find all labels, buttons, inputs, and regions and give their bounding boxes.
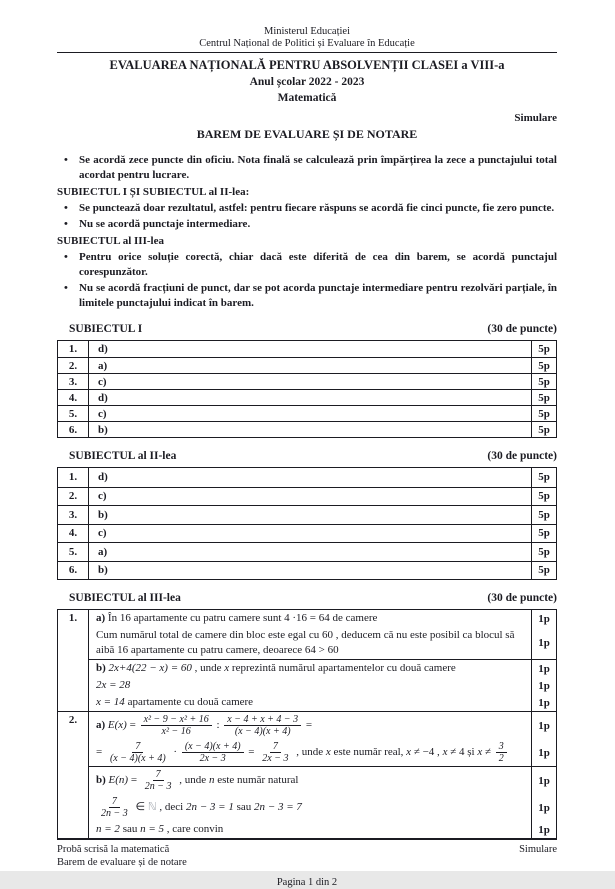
row-number: 1. bbox=[58, 610, 89, 711]
solution-line-text bbox=[96, 740, 525, 765]
text-segment: În 16 apartamente cu patru camere sunt 4 ·16 = 64 de camere bbox=[105, 612, 378, 624]
solution-main bbox=[89, 610, 556, 711]
subject2-heading bbox=[57, 449, 557, 463]
instruction-bullet bbox=[57, 201, 557, 216]
fraction-denominator: 2x − 3 bbox=[199, 753, 226, 764]
math-segment: n bbox=[208, 774, 215, 787]
math-segment: 2x+4(22 − x) = 60 bbox=[108, 662, 192, 674]
points-cell: 1p bbox=[531, 660, 556, 677]
answer-letter: b) bbox=[98, 564, 108, 577]
solution-line-text bbox=[96, 611, 525, 626]
solution-group bbox=[89, 677, 556, 694]
math-segment: E(n) bbox=[108, 774, 129, 787]
row-number: 6. bbox=[58, 422, 89, 437]
row-points: 5p bbox=[531, 525, 556, 543]
answer-letter: c) bbox=[98, 375, 107, 388]
text-segment: = bbox=[128, 774, 140, 787]
bullet-icon: • bbox=[64, 202, 68, 214]
answer-row bbox=[58, 373, 556, 389]
points-cell: 1p bbox=[531, 712, 556, 739]
solution-line bbox=[89, 694, 531, 711]
solution-group bbox=[89, 627, 556, 659]
instructions-block bbox=[57, 152, 557, 311]
solution-line bbox=[89, 767, 531, 794]
math-segment: 2n − 3 = 1 bbox=[185, 801, 234, 814]
solution-part bbox=[89, 659, 556, 711]
exam-title: EVALUAREA NAȚIONALĂ PENTRU ABSOLVENȚII CLASEI a VIII-a bbox=[109, 58, 505, 72]
solution-line bbox=[89, 660, 531, 677]
answer-letter: d) bbox=[98, 343, 108, 355]
solution-row bbox=[58, 711, 556, 838]
math-segment: n = 2 bbox=[96, 823, 120, 835]
fraction bbox=[142, 769, 175, 792]
subject1-heading bbox=[57, 322, 557, 336]
fraction-denominator: 2 bbox=[498, 753, 504, 764]
text-segment: , unde bbox=[176, 774, 209, 787]
points-cell: 1p bbox=[531, 694, 556, 711]
subject2-points: (30 de puncte) bbox=[487, 450, 557, 462]
solution-line-text bbox=[96, 768, 525, 793]
solution-line-text bbox=[96, 695, 525, 710]
solution-group bbox=[89, 712, 556, 739]
solution-group bbox=[89, 660, 556, 677]
math-segment: n = 5 bbox=[140, 823, 165, 835]
math-segment: 2x = 28 bbox=[96, 679, 131, 691]
row-points: 5p bbox=[531, 422, 556, 437]
fraction-numerator: 7 bbox=[132, 741, 143, 753]
subject-name: Matematică bbox=[277, 92, 337, 104]
answer-letter: c) bbox=[98, 490, 107, 503]
row-points: 5p bbox=[531, 406, 556, 421]
footer-doc-type: Barem de evaluare și de notare bbox=[57, 857, 187, 868]
text-segment: = bbox=[96, 746, 105, 759]
row-points: 5p bbox=[531, 562, 556, 580]
row-number: 2. bbox=[58, 712, 89, 838]
text-segment: sau bbox=[119, 823, 141, 835]
answer-letter: a) bbox=[98, 359, 108, 372]
solution-part bbox=[89, 712, 556, 766]
instruction-heading: SUBIECTUL al III-lea bbox=[57, 235, 164, 247]
answer-letter: d) bbox=[98, 391, 108, 404]
text-segment: sau bbox=[233, 801, 255, 814]
solution-line bbox=[89, 712, 531, 739]
points-cell: 1p bbox=[531, 794, 556, 821]
solution-line bbox=[89, 821, 531, 838]
answer-row bbox=[58, 405, 556, 421]
instruction-bullet bbox=[57, 281, 557, 311]
bold-segment: b) bbox=[96, 774, 106, 787]
fraction-numerator: x² − 9 − x² + 16 bbox=[141, 714, 212, 726]
subject3-heading bbox=[57, 591, 557, 605]
row-number: 3. bbox=[58, 374, 89, 389]
fraction-denominator: x² − 16 bbox=[161, 726, 191, 737]
solution-group bbox=[89, 794, 556, 821]
bullet-icon: • bbox=[64, 218, 68, 230]
fraction-denominator: 2x − 3 bbox=[262, 753, 289, 764]
variant-label: Simulare bbox=[514, 112, 557, 124]
fraction bbox=[141, 714, 212, 737]
row-number: 1. bbox=[58, 341, 89, 357]
footer-exam-type: Probă scrisă la matematică bbox=[57, 844, 170, 855]
natural-numbers-symbol: ℕ bbox=[147, 801, 157, 814]
row-points: 5p bbox=[531, 374, 556, 389]
solution-line bbox=[89, 677, 531, 694]
row-points: 5p bbox=[531, 341, 556, 357]
text-segment: ≠ −4 , bbox=[411, 746, 443, 759]
row-number: 4. bbox=[58, 390, 89, 405]
points-cell: 1p bbox=[531, 677, 556, 694]
math-segment: x bbox=[477, 746, 483, 759]
solution-line bbox=[89, 610, 531, 627]
instruction-bullet bbox=[57, 250, 557, 280]
instruction-text: Se acordă zece puncte din oficiu. Nota finală se calculează prin împărțirea la zece a punctajului total acordat pentru lucrare. bbox=[79, 154, 557, 181]
text-segment: = bbox=[303, 719, 313, 732]
subject1-points: (30 de puncte) bbox=[487, 323, 557, 335]
bullet-icon: • bbox=[64, 282, 68, 294]
math-segment: x bbox=[442, 746, 448, 759]
text-segment: reprezintă numărul apartamentelor cu două camere bbox=[229, 662, 456, 674]
text-segment: Cum numărul total de camere din bloc este egal cu 60 , deducem că nu este posibil ca blocul să aibă 16 apartamente cu patru camere, deoarece 64 > 60 bbox=[96, 629, 515, 656]
points-cell: 1p bbox=[531, 610, 556, 627]
text-segment: ≠ bbox=[482, 746, 494, 759]
text-segment: , unde bbox=[191, 662, 225, 674]
answer-letter: b) bbox=[98, 508, 108, 521]
solution-group bbox=[89, 767, 556, 794]
answer-row bbox=[58, 487, 556, 506]
text-segment: , unde bbox=[293, 746, 326, 759]
answer-letter: a) bbox=[98, 545, 108, 558]
barem-title: BAREM DE EVALUARE ȘI DE NOTARE bbox=[196, 127, 418, 141]
solution-part bbox=[89, 610, 556, 659]
fraction bbox=[496, 741, 507, 764]
row-number: 3. bbox=[58, 506, 89, 524]
row-number: 6. bbox=[58, 562, 89, 580]
fraction bbox=[107, 741, 169, 764]
row-number: 2. bbox=[58, 358, 89, 373]
row-points: 5p bbox=[531, 390, 556, 405]
subject3-title: SUBIECTUL al III-lea bbox=[69, 592, 181, 604]
text-segment: ≠ 4 și bbox=[447, 746, 478, 759]
answer-row bbox=[58, 524, 556, 543]
solution-group bbox=[89, 694, 556, 711]
instruction-bullet bbox=[57, 153, 557, 183]
fraction-denominator: (x − 4)(x + 4) bbox=[109, 753, 166, 764]
bold-segment: b) bbox=[96, 662, 106, 674]
text-segment: = bbox=[245, 746, 258, 759]
text-segment: este număr real, bbox=[330, 746, 407, 759]
instruction-bullet bbox=[57, 217, 557, 232]
fraction bbox=[98, 796, 131, 819]
text-segment: apartamente cu două camere bbox=[124, 696, 254, 708]
row-number: 5. bbox=[58, 543, 89, 561]
answer-letter: c) bbox=[98, 527, 107, 540]
text-segment: : bbox=[213, 719, 223, 732]
points-cell: 1p bbox=[531, 821, 556, 838]
text-segment: = bbox=[126, 719, 139, 732]
solution-line bbox=[89, 739, 531, 766]
answer-row bbox=[58, 357, 556, 373]
solution-group bbox=[89, 610, 556, 627]
answer-row bbox=[58, 389, 556, 405]
instruction-text: Nu se acordă fracțiuni de punct, dar se pot acorda punctaje intermediare pentru rezolvări parțiale, în limitele punctajului indicat în barem. bbox=[79, 282, 557, 309]
solution-part bbox=[89, 766, 556, 838]
solution-line-text bbox=[96, 678, 525, 693]
answer-row bbox=[58, 421, 556, 437]
solution-line-text bbox=[96, 713, 525, 738]
math-segment: x bbox=[406, 746, 412, 759]
bold-segment: a) bbox=[96, 719, 106, 732]
solution-main bbox=[89, 712, 556, 838]
row-number: 2. bbox=[58, 488, 89, 506]
row-points: 5p bbox=[531, 543, 556, 561]
text-segment: , deci bbox=[156, 801, 186, 814]
solution-line-text bbox=[96, 628, 525, 658]
solution-line-text bbox=[96, 661, 525, 676]
fraction-numerator: 7 bbox=[153, 769, 164, 781]
answer-row bbox=[58, 505, 556, 524]
instruction-heading: SUBIECTUL I ȘI SUBIECTUL al II-lea: bbox=[57, 186, 250, 198]
bullet-icon: • bbox=[64, 154, 68, 166]
solution-line-text bbox=[96, 795, 525, 820]
fraction-numerator: 7 bbox=[270, 741, 281, 753]
row-number: 4. bbox=[58, 525, 89, 543]
fraction-numerator: 3 bbox=[496, 741, 507, 753]
solution-line bbox=[89, 627, 531, 659]
row-points: 5p bbox=[531, 506, 556, 524]
fraction-numerator: x − 4 + x + 4 − 3 bbox=[224, 714, 301, 726]
text-segment: ∈ bbox=[132, 801, 148, 814]
ministry-name: Ministerul Educației bbox=[263, 26, 351, 37]
solution-group bbox=[89, 739, 556, 766]
fraction bbox=[224, 714, 301, 737]
answer-row bbox=[58, 468, 556, 487]
fraction-numerator: (x − 4)(x + 4) bbox=[182, 741, 244, 753]
bold-segment: a) bbox=[96, 612, 106, 624]
points-cell: 1p bbox=[531, 739, 556, 766]
fraction-denominator: 2n − 3 bbox=[144, 781, 172, 792]
solution-line-text bbox=[96, 822, 525, 837]
row-points: 5p bbox=[531, 468, 556, 487]
school-year: Anul școlar 2022 - 2023 bbox=[249, 76, 365, 88]
subject3-table bbox=[57, 609, 557, 839]
subject2-table bbox=[57, 467, 557, 580]
row-points: 5p bbox=[531, 488, 556, 506]
bullet-icon: • bbox=[64, 251, 68, 263]
answer-row bbox=[58, 542, 556, 561]
row-points: 5p bbox=[531, 358, 556, 373]
math-segment: x = 14 bbox=[96, 696, 125, 708]
solution-row bbox=[58, 610, 556, 711]
instruction-text: Pentru orice soluție corectă, chiar dacă este diferită de cea din barem, se acordă punctajul corespunzător. bbox=[79, 251, 557, 278]
math-segment: x bbox=[224, 662, 230, 674]
answer-letter: b) bbox=[98, 423, 108, 436]
center-name: Centrul Național de Politici și Evaluare în Educație bbox=[57, 38, 557, 53]
subject1-title: SUBIECTUL I bbox=[69, 323, 143, 335]
instruction-text: Nu se acordă punctaje intermediare. bbox=[79, 218, 251, 230]
fraction bbox=[182, 741, 244, 764]
math-segment: E(x) bbox=[107, 719, 127, 732]
math-segment: x bbox=[325, 746, 331, 759]
page-number: Pagina 1 din 2 bbox=[276, 877, 338, 888]
fraction bbox=[259, 741, 291, 764]
subject3-points: (30 de puncte) bbox=[487, 592, 557, 604]
solution-group bbox=[89, 821, 556, 838]
row-number: 1. bbox=[58, 468, 89, 487]
page-footer bbox=[57, 839, 557, 889]
answer-letter: c) bbox=[98, 407, 107, 420]
solution-line bbox=[89, 794, 531, 821]
footer-variant: Simulare bbox=[519, 844, 557, 855]
points-cell: 1p bbox=[531, 767, 556, 794]
points-cell: 1p bbox=[531, 627, 556, 659]
text-segment: · bbox=[170, 746, 180, 759]
subject1-table bbox=[57, 340, 557, 438]
fraction-denominator: (x − 4)(x + 4) bbox=[234, 726, 291, 737]
answer-row bbox=[58, 561, 556, 580]
answer-row bbox=[58, 341, 556, 357]
answer-letter: d) bbox=[98, 471, 108, 484]
text-segment: este număr natural bbox=[214, 774, 299, 787]
subject2-title: SUBIECTUL al II-lea bbox=[69, 450, 177, 462]
fraction-numerator: 7 bbox=[109, 796, 120, 808]
math-segment: 2n − 3 = 7 bbox=[254, 801, 302, 814]
instruction-text: Se punctează doar rezultatul, astfel: pentru fiecare răspuns se acordă fie cinci puncte, fie zero puncte. bbox=[79, 202, 555, 214]
fraction-denominator: 2n − 3 bbox=[101, 808, 128, 819]
text-segment: , care convin bbox=[164, 823, 224, 835]
row-number: 5. bbox=[58, 406, 89, 421]
